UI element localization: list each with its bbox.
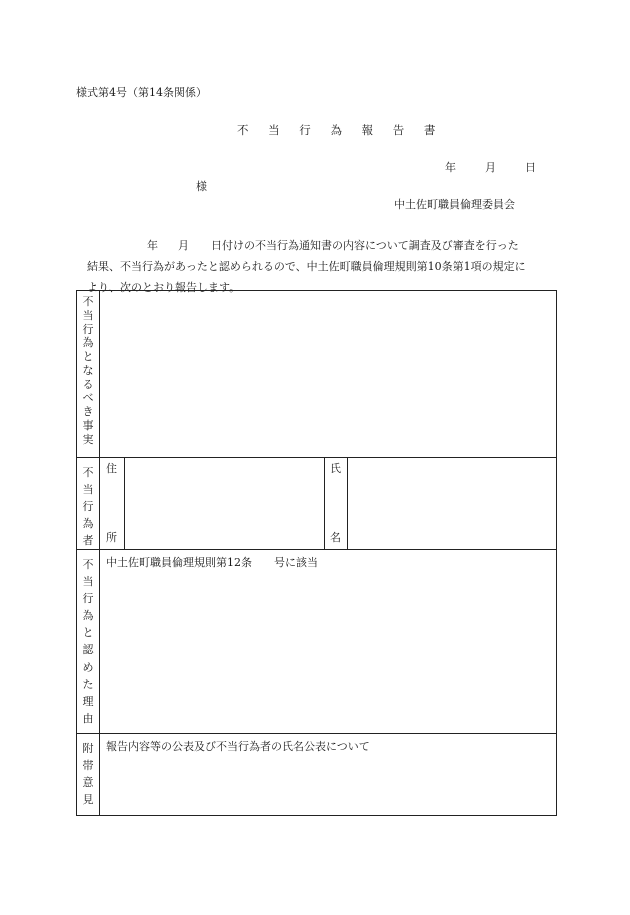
vertical-label-char: 為 <box>82 517 94 531</box>
body-line-2: 結果、不当行為があったと認められるので、中土佐町職員倫理規則第10条第1項の規定に <box>87 260 526 273</box>
row-offender <box>77 458 557 550</box>
date-day-label: 日 <box>525 161 536 174</box>
vertical-label-char: 者 <box>82 534 94 548</box>
name-label-cell <box>325 458 348 550</box>
vertical-label-char: 不 <box>82 295 94 308</box>
address-label-top: 住 <box>106 462 117 475</box>
addressee-suffix: 様 <box>196 180 207 193</box>
vertical-label-char: た <box>82 677 94 691</box>
address-field[interactable] <box>125 458 325 550</box>
remarks-text: 報告内容等の公表及び不当行為者の氏名公表について <box>106 740 370 754</box>
body-year-label: 年 <box>147 239 158 252</box>
vertical-label-char: る <box>82 377 94 391</box>
document-title: 不 当 行 為 報 告 書 <box>237 123 444 137</box>
vertical-label-char: き <box>82 405 94 418</box>
date-month-label: 月 <box>485 161 496 174</box>
vertical-label-char: 附 <box>82 742 94 756</box>
row-reason <box>77 550 557 734</box>
body-line-3: より、次のとおり報告します。 <box>87 281 241 294</box>
report-form-table <box>76 290 557 816</box>
vertical-label-char: 行 <box>82 592 94 606</box>
vertical-label-char: 当 <box>82 575 94 589</box>
row-remarks <box>77 734 557 816</box>
vertical-label-char: べ <box>82 391 94 405</box>
vertical-label-char: 為 <box>82 336 94 350</box>
vertical-label-char: 為 <box>82 609 94 623</box>
vertical-label-char: 実 <box>82 432 94 446</box>
facts-field[interactable] <box>100 291 557 458</box>
vertical-label-char: と <box>82 350 94 363</box>
issuer-name: 中土佐町職員倫理委員会 <box>394 198 515 211</box>
reason-rule-text: 中土佐町職員倫理規則第12条 <box>106 556 252 570</box>
vertical-label-char: 行 <box>82 500 94 514</box>
vertical-label-char: な <box>82 363 94 377</box>
body-line-1 <box>87 235 562 256</box>
report-date <box>445 162 536 173</box>
body-month-label: 月 <box>178 239 189 252</box>
vertical-label-char: 不 <box>82 466 94 479</box>
name-label-top: 氏 <box>330 462 341 475</box>
vertical-label-char: 見 <box>82 793 94 807</box>
vertical-label-char: 行 <box>82 322 94 336</box>
vertical-label-char: 理 <box>82 694 94 708</box>
vertical-label-char: 由 <box>82 711 94 725</box>
name-field[interactable] <box>348 458 557 550</box>
date-year-label: 年 <box>445 161 456 174</box>
offender-label <box>77 458 100 550</box>
remarks-field[interactable] <box>100 734 557 816</box>
vertical-label-char: 帯 <box>82 759 94 773</box>
facts-label <box>77 291 100 458</box>
reason-label <box>77 550 100 734</box>
vertical-label-char: 事 <box>82 418 94 432</box>
remarks-label <box>77 734 100 816</box>
report-body <box>87 235 562 298</box>
vertical-label-char: 認 <box>82 643 94 657</box>
reason-field[interactable] <box>100 550 557 734</box>
row-facts <box>77 291 557 458</box>
vertical-label-char: 意 <box>82 776 94 790</box>
reason-clause-text: 号に該当 <box>274 556 318 570</box>
form-number: 様式第4号（第14条関係） <box>76 86 207 99</box>
vertical-label-char: 当 <box>82 308 94 322</box>
vertical-label-char: 当 <box>82 483 94 497</box>
vertical-label-char: と <box>82 626 94 640</box>
vertical-label-char: 不 <box>82 558 94 572</box>
vertical-label-char: め <box>82 660 94 674</box>
address-label-bottom: 所 <box>106 531 117 544</box>
address-label-cell <box>100 458 125 550</box>
name-label-bottom: 名 <box>330 531 341 544</box>
body-line1-text: 日付けの不当行為通知書の内容について調査及び審査を行った <box>211 239 519 252</box>
